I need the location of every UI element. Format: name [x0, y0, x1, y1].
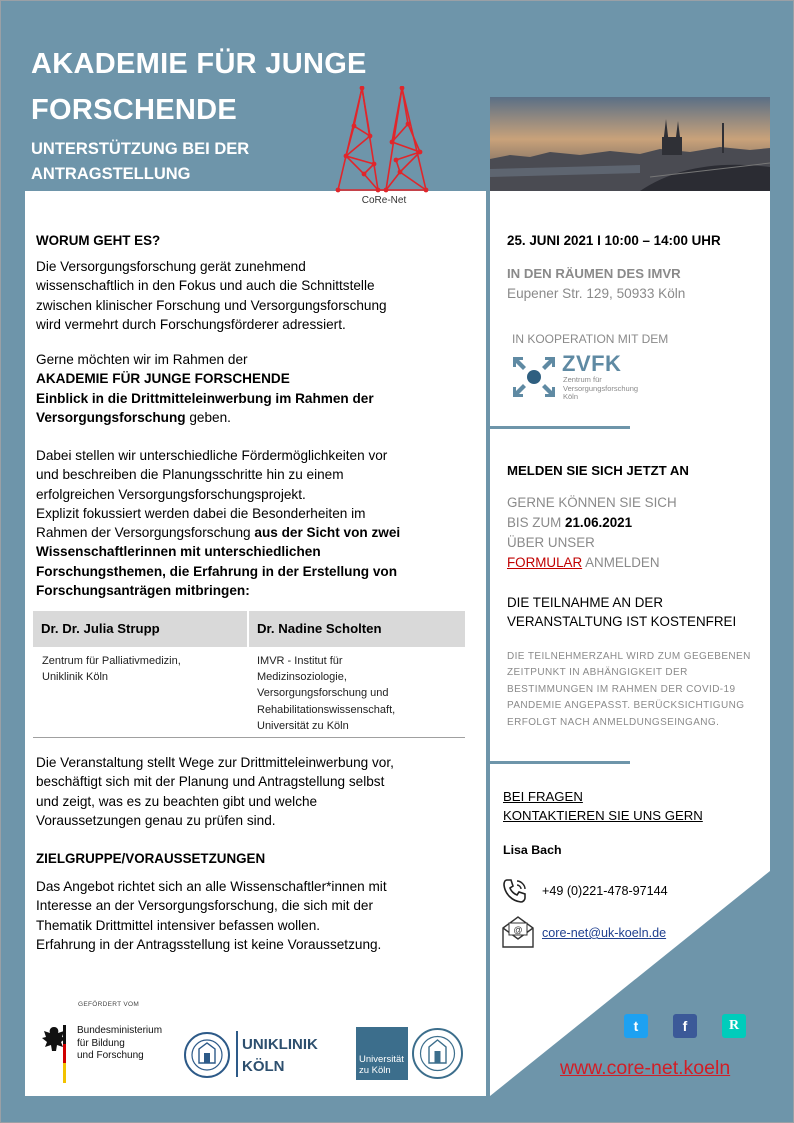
- contact-email-link[interactable]: core-net@uk-koeln.de: [542, 926, 667, 940]
- speaker-name: Dr. Nadine Scholten: [257, 621, 382, 636]
- speakers-table-header: [33, 611, 465, 647]
- svg-text:@: @: [513, 925, 523, 935]
- section-heading-worum: WORUM GEHT ES?: [36, 233, 161, 248]
- section-heading-zielgruppe: ZIELGRUPPE/VORAUSSETZUNGEN: [36, 851, 266, 866]
- uniklinik-divider: [236, 1031, 238, 1077]
- core-net-logo: [334, 86, 430, 206]
- uni-koeln-seal-icon: [411, 1027, 464, 1080]
- page-title: AKADEMIE FÜR JUNGE FORSCHENDE: [31, 48, 367, 126]
- zvfk-logo-text: ZVFK: [562, 351, 622, 376]
- location-heading: IN DEN RÄUMEN DES IMVR: [507, 266, 681, 281]
- table-row: [33, 647, 465, 738]
- focus-paragraph: Dabei stellen wir unterschiedliche Fördermöglichkeiten vor und beschreiben die Planungsschritte hin zu einem erfolgreichen Versorgungsforschungsprojekt. Explizit fokussiert werden dabei die Besonderheiten im Rahmen der Versorgungsforschung aus der Sicht von zwei Wissenschaftlerinnen mit unterschiedlichen Forschungsthemen, die Erfahrung in der Erstellung von Forschungsanträgen mitbringen:: [36, 448, 401, 599]
- researchgate-icon[interactable]: R: [722, 1014, 746, 1038]
- speaker-affiliation: Zentrum für Palliativmedizin, Uniklinik Köln: [42, 655, 181, 684]
- questions-heading: BEI FRAGEN KONTAKTIEREN SIE UNS GERN: [503, 789, 703, 823]
- zvfk-logo-subtitle: Zentrum für Versorgungsforschung Köln: [563, 375, 639, 402]
- target-group-paragraph: Das Angebot richtet sich an alle Wissenschaftler*innen mit Interesse an der Versorgungsforschung, die sich mit der Thematik Drittmittel intensiver befassen wollen. Erfahrung in der Antragsstellung ist keine Voraussetzung.: [36, 879, 387, 952]
- contact-phone[interactable]: +49 (0)221-478-97144: [542, 884, 668, 898]
- uni-koeln-logo-box: Universität zu Köln: [356, 1027, 408, 1080]
- email-icon: [501, 915, 535, 949]
- uniklinik-logo-text: UNIKLINIK KÖLN: [242, 1036, 318, 1075]
- register-heading: MELDEN SIE SICH JETZT AN: [507, 463, 689, 478]
- event-description-paragraph: Die Veranstaltung stellt Wege zur Drittmitteleinwerbung vor, beschäftigt sich mit der Planung und Antragstellung selbst und zeigt, was es zu beachten gibt und welche Voraussetzungen genau zu prüfen sind.: [36, 755, 394, 828]
- page-subtitle: UNTERSTÜTZUNG BEI DER ANTRAGSTELLUNG: [31, 140, 250, 183]
- speaker-name: Dr. Dr. Julia Strupp: [33, 611, 249, 647]
- phone-icon: [501, 877, 529, 905]
- register-instructions: GERNE KÖNNEN SIE SICH BIS ZUM 21.06.2021 ÜBER UNSER FORMULAR ANMELDEN: [507, 495, 677, 570]
- cooperation-label: IN KOOPERATION MIT DEM: [512, 332, 669, 346]
- uniklinik-seal-icon: [183, 1031, 231, 1079]
- free-participation-note: DIE TEILNAHME AN DER VERANSTALTUNG IST KOSTENFREI: [507, 595, 737, 629]
- funders-label: GEFÖRDERT VOM: [78, 1001, 140, 1008]
- registration-form-link[interactable]: FORMULAR: [507, 555, 583, 570]
- location-address: Eupener Str. 129, 50933 Köln: [507, 286, 686, 301]
- facebook-icon[interactable]: f: [673, 1014, 697, 1038]
- federal-eagle-icon: [41, 1025, 67, 1083]
- svg-text:CoRe-Net: CoRe-Net: [361, 195, 407, 206]
- speakers-table: [33, 611, 465, 738]
- right-content-panel: [490, 191, 770, 1096]
- speaker-affiliation: IMVR - Institut für Medizinsoziologie, Versorgungsforschung und Rehabilitationswissenschaft, Universität zu Köln: [257, 655, 396, 732]
- zvfk-logo-icon: [511, 355, 557, 399]
- cologne-skyline-photo: [490, 97, 770, 191]
- contact-name: Lisa Bach: [503, 843, 562, 857]
- bmbf-logo-text: Bundesministerium für Bildung und Forschung: [77, 1025, 163, 1061]
- akademie-paragraph: Gerne möchten wir im Rahmen der AKADEMIE FÜR JUNGE FORSCHENDE Einblick in die Drittmitteleinwerbung im Rahmen der Versorgungsforschung geben.: [36, 352, 374, 425]
- right-divider-2: [490, 761, 630, 764]
- participant-limit-note: DIE TEILNEHMERZAHL WIRD ZUM GEGEBENEN ZEITPUNKT IN ABHÄNGIGKEIT DER BESTIMMUNGEN IM RAHMEN DER COVID-19 PANDEMIE ANGEPASST. BERÜCKSICHTIGUNG ERFOLGT NACH ANMELDUNGSEINGANG.: [507, 651, 751, 728]
- intro-paragraph: Die Versorgungsforschung gerät zunehmend wissenschaftlich in den Fokus und auch die Schnittstelle zwischen klinischer Forschung und Versorgungsforschung wird vermehrt durch Forschungsförderer adressiert.: [36, 259, 387, 332]
- twitter-icon[interactable]: t: [624, 1014, 648, 1038]
- event-date-time: 25. JUNI 2021 I 10:00 – 14:00 UHR: [507, 233, 721, 248]
- right-divider-1: [490, 426, 630, 429]
- website-link[interactable]: www.core-net.koeln: [560, 1057, 731, 1079]
